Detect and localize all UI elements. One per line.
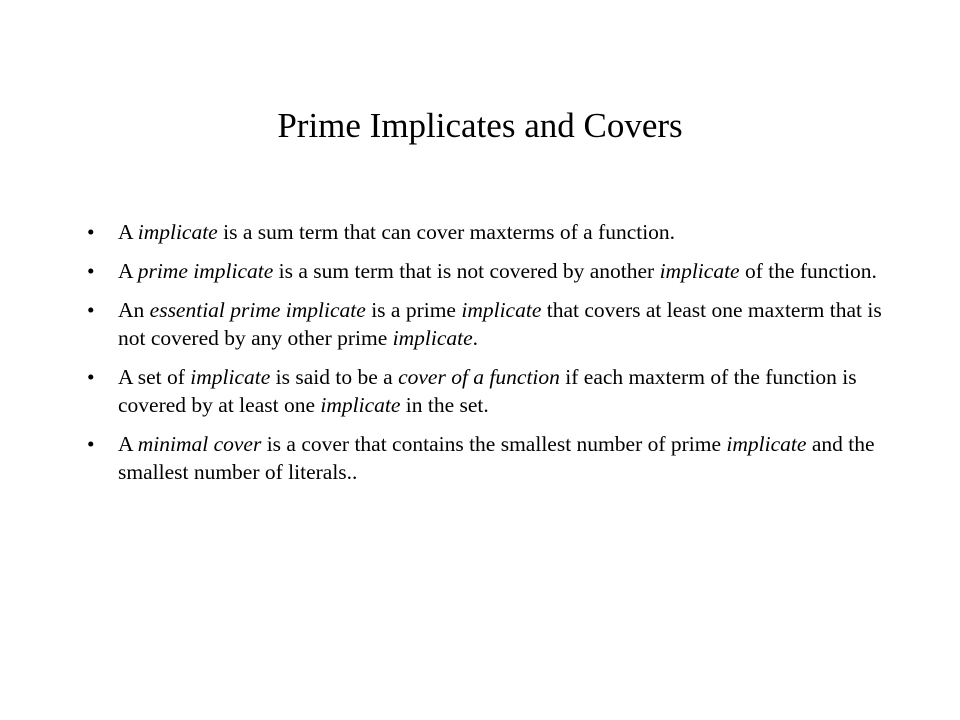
bullet-text: An [118,298,150,322]
bullet-term: implicate [137,220,218,244]
bullet-text: of the function. [739,259,877,283]
bullet-term: minimal cover [137,432,262,456]
bullet-term: implicate [726,432,807,456]
bullet-term: prime implicate [137,259,274,283]
bullet-icon: • [87,365,95,389]
bullet-term: essential prime implicate [149,298,366,322]
bullet-text: that covers at least one maxterm that is not covered by any other prime [118,298,882,350]
bullet-text: is a cover that contains the smallest number of prime [261,432,727,456]
bullet-list [0,218,960,497]
bullet-term: implicate [659,259,740,283]
bullet-text: in the set. [400,393,489,417]
bullet-text: A [118,259,138,283]
bullet-term: cover of a function [398,365,560,389]
bullet-text: . [472,326,479,350]
bullet-text: A [118,432,138,456]
bullet-icon: • [87,220,95,244]
bullet-text: is a prime [365,298,462,322]
bullet-icon: • [87,298,95,322]
bullet-icon: • [87,432,95,456]
bullet-item [0,218,960,246]
bullet-item [0,296,960,352]
bullet-text: is said to be a [270,365,399,389]
bullet-text: and the smallest number of literals.. [118,432,875,484]
bullet-term: implicate [392,326,473,350]
slide-title: Prime Implicates and Covers [277,106,683,145]
bullet-text: A [118,220,138,244]
bullet-text: A set of [118,365,191,389]
bullet-text: if each maxterm of the function is covered by at least one [118,365,857,417]
bullet-text: is a sum term that can cover maxterms of a function. [217,220,676,244]
bullet-item [0,363,960,419]
bullet-item [0,430,960,486]
bullet-term: implicate [190,365,271,389]
bullet-term: implicate [320,393,401,417]
bullet-icon: • [87,259,95,283]
bullet-text: is a sum term that is not covered by another [273,259,660,283]
bullet-term: implicate [461,298,542,322]
bullet-item [0,257,960,285]
